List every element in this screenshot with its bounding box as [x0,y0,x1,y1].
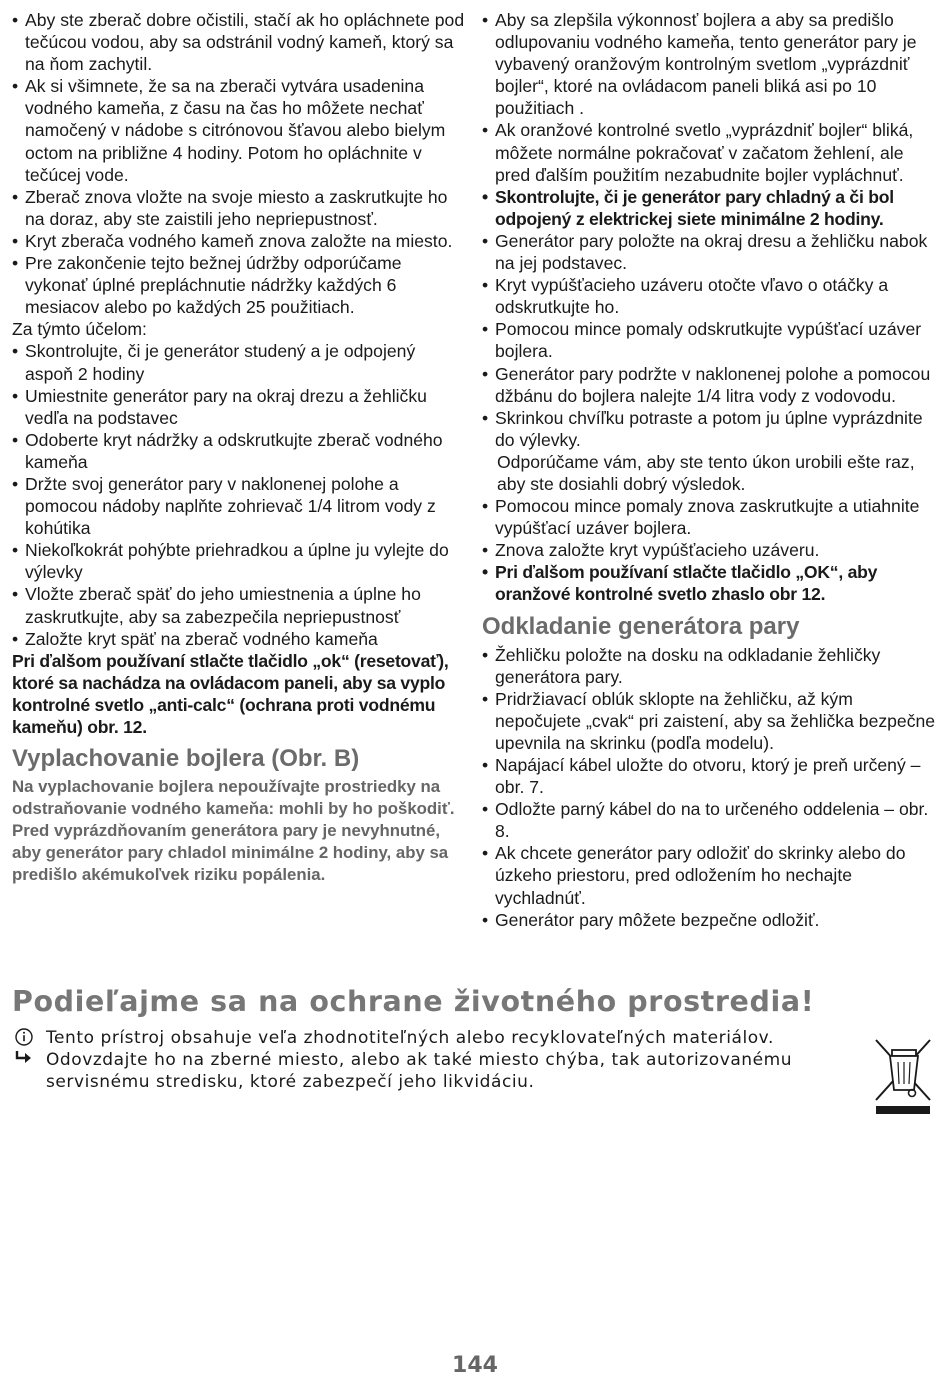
crossed-out-wheelie-bin-icon [872,1036,934,1116]
arrow-line [12,1049,872,1093]
list-note: Odporúčame vám, aby ste tento úkon urobili ešte raz, aby ste dosiahli dobrý výsledok. [497,451,915,494]
section-heading: Odkladanie generátora pary [482,612,800,640]
list-item: • Aby ste zberač dobre očistili, stačí ak ho opláchnete pod tečúcou vodou, aby sa odstránil vodný kameň, ktorý sa na ňom zachytil. [12,9,468,75]
left-column [12,9,468,886]
list-item: • Generátor pary môžete bezpečne odložiť. [482,909,940,931]
list-item: • Kryt vypúšťacieho uzáveru otočte vľavo o otáčky a odskrutkujte ho. [482,274,940,318]
list-item: • Pre zakončenie tejto bežnej údržby odporúčame vykonať úplné prepláchnutie nádržky každých 6 mesiacov alebo po každých 25 použitiach. [12,252,468,318]
list-item: • Generátor pary podržte v naklonenej polohe a pomocou džbánu do bojlera nalejte 1/4 litra vody z vodovodu. [482,363,940,407]
list-item: • Generátor pary položte na okraj dresu a žehličku nabok na jej podstavec. [482,230,940,274]
list-item: • Zberač znova vložte na svoje miesto a zaskrutkujte ho na doraz, aby ste zaistili jeho nepriepustnosť. [12,186,468,230]
list-item: • Umiestnite generátor pary na okraj drezu a žehličku vedľa na podstavec [12,385,468,429]
info-line [12,1027,872,1049]
list-item: • Kryt zberača vodného kameň znova založte na miesto. [12,230,468,252]
list-item: • Odložte parný kábel do na to určeného oddelenia – obr. 8. [482,798,940,842]
list-item: • Aby sa zlepšila výkonnosť bojlera a aby sa predišlo odlupovaniu vodného kameňa, tento generátor pary je vybavený oranžovým kontrolným svetlom „vyprázdniť bojler“, ktoré na ovládacom paneli bliká asi po 10 použitiach . [482,9,940,119]
list-item: • Ak si všimnete, že sa na zberači vytvára usadenina vodného kameňa, z času na čas ho môžete nechať namočený v nádobe s citrónovou šťavou alebo bielym octom na približne 4 hodiny. Potom ho opláchnite v tečúcej vode. [12,75,468,185]
list-item: • Pomocou mince pomaly odskrutkujte vypúšťací uzáver bojlera. [482,318,940,362]
arrow-right-icon [12,1049,36,1071]
list-item: • Založte kryt späť na zberač vodného kameňa [12,628,468,650]
list-item: • Pridržiavací oblúk sklopte na žehličku, až kým nepočujete „cvak“ pri zaistení, aby sa žehlička bezpečne upevnila na skrinku (podľa modelu). [482,688,940,754]
warning-text: Pred vyprázdňovaním generátora pary je nevyhnutné, aby generátor pary chladol minimálne 2 hodiny, aby sa predišlo akémukoľvek riziku popálenia. [12,821,449,885]
list-item: • Znova založte kryt vypúšťacieho uzáveru. [482,539,940,561]
right-column [482,9,940,931]
section-heading: Vyplachovanie bojlera (Obr. B) [12,745,360,773]
list-item: • Odoberte kryt nádržky a odskrutkujte zberač vodného kameňa [12,429,468,473]
list-item: • Skontrolujte, či je generátor studený a je odpojený aspoň 2 hodiny [12,340,468,384]
list-item: • Žehličku položte na dosku na odkladanie žehličky generátora pary. [482,644,940,688]
list-item: • Pomocou mince pomaly znova zaskrutkujte a utiahnite vypúšťací uzáver bojlera. [482,495,940,539]
info-circle-icon [12,1027,36,1050]
warning-text: Na vyplachovanie bojlera nepoužívajte prostriedky na odstraňovanie vodného kameňa: mohli by ho poškodiť. [12,777,455,819]
list-item-bold: • Pri ďalšom používaní stlačte tlačidlo „OK“, aby oranžové kontrolné svetlo zhaslo obr 12. [482,561,940,605]
list-item: • Napájací kábel uložte do otvoru, ktorý je preň určený – obr. 7. [482,754,940,798]
environment-section [12,1027,872,1093]
bold-note: Pri ďalšom používaní stlačte tlačidlo „ok“ (resetovať), ktoré sa nachádza na ovládacom paneli, aby sa vyplo kontrolné svetlo „anti-calc“ (ochrana proti vodnému kameňu) obr. 12. [12,650,449,737]
list-item: • Ak chcete generátor pary odložiť do skrinky alebo do úzkeho priestoru, pred odložením ho nechajte vychladnúť. [482,842,940,908]
info-text: Tento prístroj obsahuje veľa zhodnotiteľných alebo recyklovateľných materiálov. [46,1028,774,1048]
page-number: 144 [452,1353,498,1378]
arrow-text: Odovzdajte ho na zberné miesto, alebo ak také miesto chýba, tak autorizovanému servisnému stredisku, ktoré zabezpečí jeho likvidáciu. [46,1050,793,1092]
list-item-bold: • Skontrolujte, či je generátor pary chladný a či bol odpojený z elektrickej siete minimálne 2 hodiny. [482,186,940,230]
list-item: • Skrinkou chvíľku potraste a potom ju úplne vyprázdnite do výlevky. [482,407,940,451]
environment-heading: Podieľajme sa na ochrane životného prostredia! [12,985,815,1018]
intro-text: Za týmto účelom: [12,319,147,340]
list-item: • Niekoľkokrát pohýbte priehradkou a úplne ju vylejte do výlevky [12,539,468,583]
list-item: • Ak oranžové kontrolné svetlo „vyprázdniť bojler“ bliká, môžete normálne pokračovať v začatom žehlení, ale pred ďalším použitím nezabudnite bojler vypláchnuť. [482,119,940,185]
list-item: • Vložte zberač späť do jeho umiestnenia a úplne ho zaskrutkujte, aby sa zabezpečila nepriepustnosť [12,583,468,627]
list-item: • Držte svoj generátor pary v naklonenej polohe a pomocou nádoby naplňte zohrievač 1/4 litrom vody z kohútika [12,473,468,539]
